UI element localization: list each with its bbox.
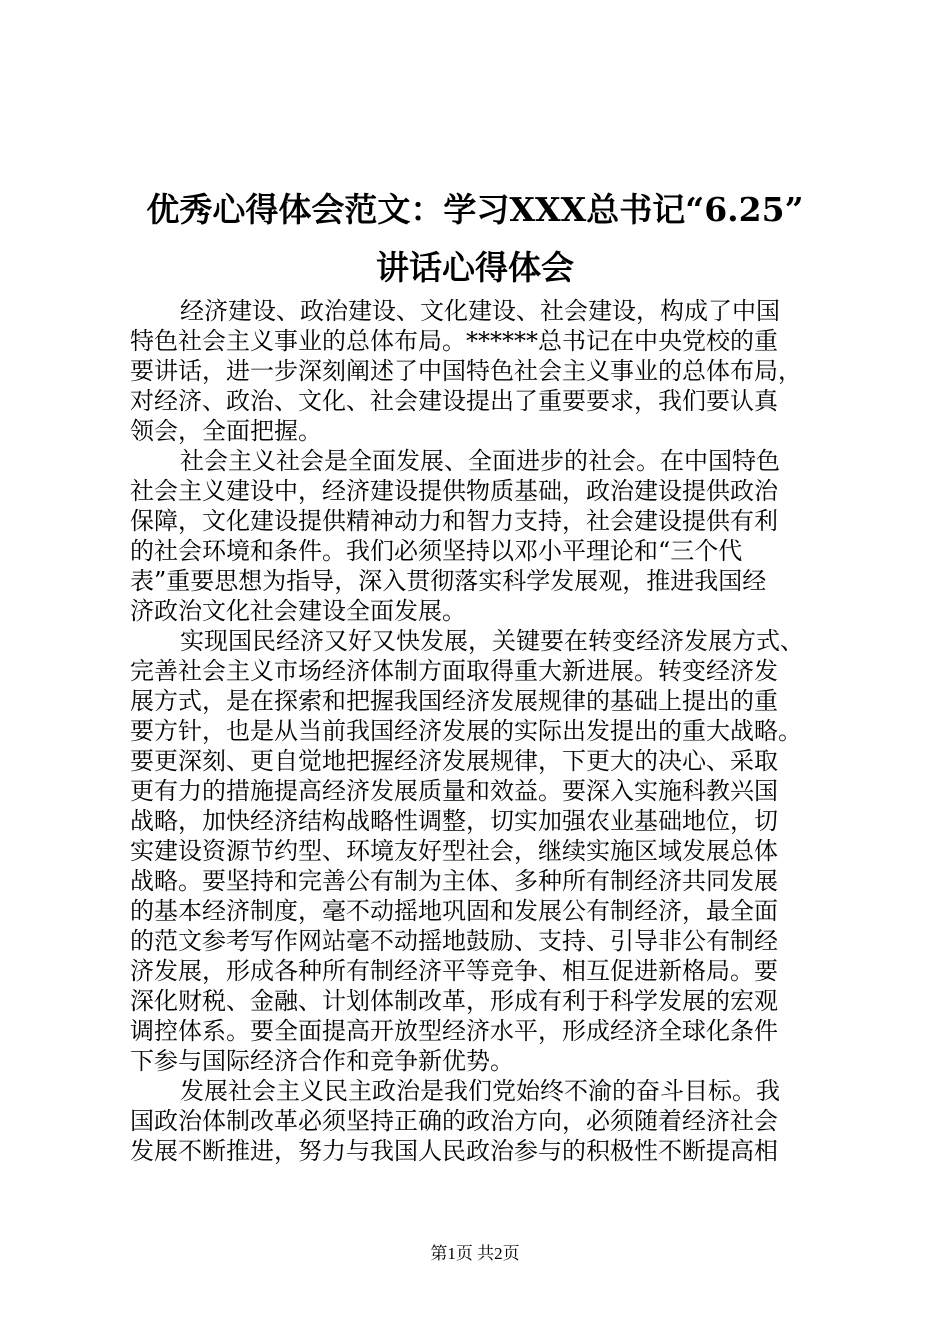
paragraph-line: 保障，文化建设提供精神动力和智力支持，社会建设提供有利 [130,507,778,535]
paragraph-line: 深化财税、金融、计划体制改革，形成有利于科学发展的宏观 [130,987,778,1015]
paragraph-line: 实现国民经济又好又快发展，关键要在转变经济发展方式、 [180,627,804,655]
paragraph-line: 的基本经济制度，毫不动摇地巩固和发展公有制经济，最全面 [130,897,778,925]
paragraph-line: 济政治文化社会建设全面发展。 [130,597,466,625]
paragraph-line: 经济建设、政治建设、文化建设、社会建设，构成了中国 [180,297,780,325]
paragraph [130,1076,830,1166]
document-title-line-2: 讲话心得体会 [376,248,574,287]
paragraph-line: 完善社会主义市场经济体制方面取得重大新进展。转变经济发 [130,657,778,685]
paragraph-line: 发展社会主义民主政治是我们党始终不渝的奋斗目标。我 [180,1077,780,1105]
document-body [130,296,830,1166]
paragraph-line: 社会主义社会是全面发展、全面进步的社会。在中国特色 [180,447,780,475]
paragraph-line: 国政治体制改革必须坚持正确的政治方向，必须随着经济社会 [130,1107,778,1135]
paragraph-line: 下参与国际经济合作和竞争新优势。 [130,1047,514,1075]
paragraph-line: 领会，全面把握。 [130,417,322,445]
paragraph-line: 济发展，形成各种所有制经济平等竞争、相互促进新格局。要 [130,957,778,985]
paragraph-line: 表”重要思想为指导，深入贯彻落实科学发展观，推进我国经 [130,567,767,595]
paragraph-line: 实建设资源节约型、环境友好型社会，继续实施区域发展总体 [130,837,778,865]
paragraph-line: 特色社会主义事业的总体布局。******总书记在中央党校的重 [130,327,778,355]
paragraph-line: 对经济、政治、文化、社会建设提出了重要要求，我们要认真 [130,387,778,415]
document-title-line-1: 优秀心得体会范文：学习XXX总书记“6.25” [146,190,804,229]
paragraph-line: 战略。要坚持和完善公有制为主体、多种所有制经济共同发展 [130,867,778,895]
paragraph [130,626,830,1076]
paragraph [130,446,830,626]
paragraph-line: 要方针，也是从当前我国经济发展的实际出发提出的重大战略。 [130,717,802,745]
paragraph-line: 要更深刻、更自觉地把握经济发展规律，下更大的决心、采取 [130,747,778,775]
paragraph-line: 战略，加快经济结构战略性调整，切实加强农业基础地位，切 [130,807,778,835]
paragraph-line: 展方式，是在探索和把握我国经济发展规律的基础上提出的重 [130,687,778,715]
paragraph-line: 的社会环境和条件。我们必须坚持以邓小平理论和“三个代 [130,537,743,565]
paragraph [130,296,830,446]
paragraph-line: 的范文参考写作网站毫不动摇地鼓励、支持、引导非公有制经 [130,927,778,955]
paragraph-line: 要讲话，进一步深刻阐述了中国特色社会主义事业的总体布局， [130,357,802,385]
paragraph-line: 社会主义建设中，经济建设提供物质基础，政治建设提供政治 [130,477,778,505]
paragraph-line: 调控体系。要全面提高开放型经济水平，形成经济全球化条件 [130,1017,778,1045]
page-footer: 第1页 共2页 [430,1244,520,1263]
paragraph-line: 更有力的措施提高经济发展质量和效益。要深入实施科教兴国 [130,777,778,805]
paragraph-line: 发展不断推进，努力与我国人民政治参与的积极性不断提高相 [130,1137,778,1165]
